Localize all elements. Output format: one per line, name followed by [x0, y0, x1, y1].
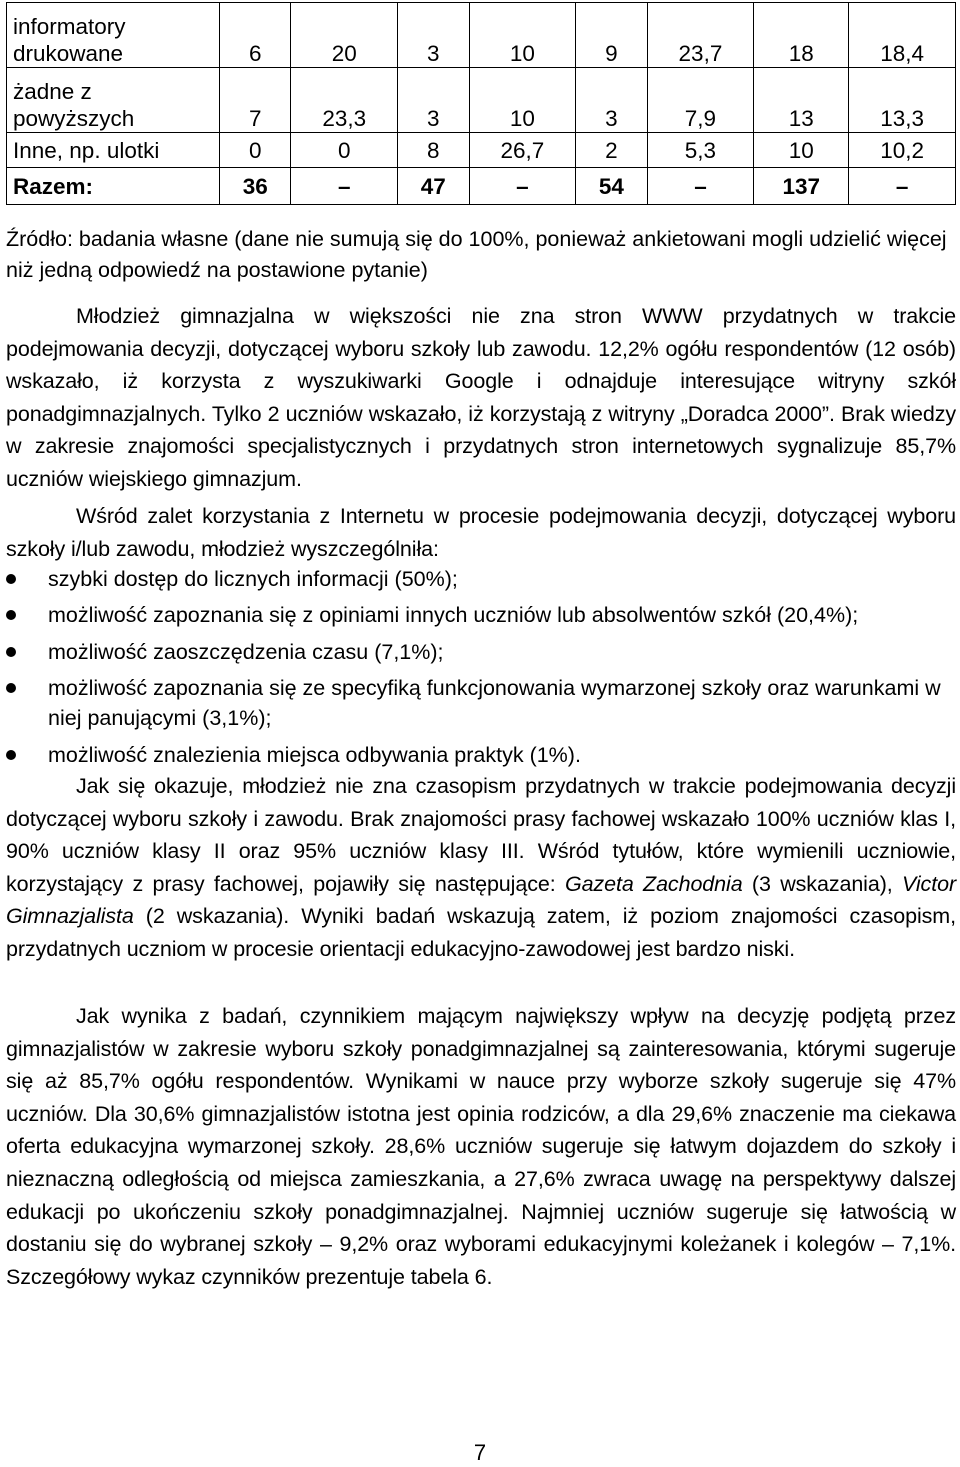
paragraph-factors: [6, 1000, 956, 1293]
total-cell: 47: [398, 168, 469, 205]
total-cell: 137: [754, 168, 849, 205]
table-cell: 20: [291, 3, 398, 68]
bullet-icon: [6, 683, 16, 693]
list-item-text: możliwość zapoznania się z opiniami innych uczniów lub absolwentów szkół (20,4%);: [48, 603, 859, 628]
row-label: Inne, np. ulotki: [7, 133, 220, 168]
table-row: [7, 133, 956, 168]
table-cell: 10: [469, 3, 576, 68]
row-label: informatory drukowane: [7, 3, 220, 68]
table-cell: 7: [220, 68, 291, 133]
list-item: [6, 673, 956, 733]
table-cell: 23,3: [291, 68, 398, 133]
source-note: Źródło: badania własne (dane nie sumują się do 100%, ponieważ ankietowani mogli udzielić więcej niż jedną odpowiedź na postawione pytanie): [6, 227, 947, 282]
paragraph-advantages: [6, 500, 956, 565]
table-cell: 0: [220, 133, 291, 168]
table-cell: 0: [291, 133, 398, 168]
paragraph-factors-text: Jak wynika z badań, czynnikiem mającym największy wpływ na decyzję podjętą przez gimnazjalistów w zakresie wyboru szkoły ponadgimnazjalnej są zainteresowania, którymi sugeruje się aż 85,7% ogółu respondentów. Wynikami w nauce przy wyborze szkoły sugeruje się 47% uczniów. Dla 30,6% gimnazjalistów istotna jest opinia rodziców, a dla 29,6% znaczenie ma ciekawa oferta edukacyjna wymarzonej szkoły. 28,6% uczniów sugeruje się łatwym dojazdem do szkoły i nieznaczną odległością od miejsca zamieszkania, a 27,6% zwraca uwagę na perspektywy dalszej edukacji po ukończeniu szkoły ponadgimnazjalnej. Najmniej uczniów sugeruje się łatwością w dostaniu się do wybranej szkoły – 9,2% oraz wyborami edukacyjnymi koleżanek i kolegów – 7,1%. Szczegółowy wykaz czynników prezentuje tabela 6.: [6, 1004, 956, 1289]
paragraph-www: [6, 300, 956, 496]
results-table: [6, 2, 956, 205]
table-cell: 9: [576, 3, 647, 68]
table-cell: 23,7: [647, 3, 754, 68]
text-span: (2 wskazania). Wyniki badań wskazują zatem, iż poziom znajomości czasopism, przydatnych uczniom w procesie orientacji edukacyjno-zawodowej jest bardzo niski.: [6, 904, 956, 961]
list-item-text: możliwość znalezienia miejsca odbywania praktyk (1%).: [48, 742, 581, 767]
table-row: [7, 3, 956, 68]
total-cell: –: [647, 168, 754, 205]
row-label: żadne z powyższych: [7, 68, 220, 133]
advantages-list: [6, 564, 956, 776]
table-cell: 3: [398, 3, 469, 68]
total-row: [7, 168, 956, 205]
paragraph-magazines: [6, 770, 956, 966]
total-cell: –: [469, 168, 576, 205]
table-cell: 5,3: [647, 133, 754, 168]
total-cell: 36: [220, 168, 291, 205]
table-cell: 18: [754, 3, 849, 68]
total-cell: 54: [576, 168, 647, 205]
list-item: [6, 740, 956, 770]
list-item-text: możliwość zaoszczędzenia czasu (7,1%);: [48, 639, 444, 664]
list-item-text: możliwość zapoznania się ze specyfiką funkcjonowania wymarzonej szkoły oraz warunkami w niej panującymi (3,1%);: [48, 676, 941, 731]
table-cell: 26,7: [469, 133, 576, 168]
table-cell: 13: [754, 68, 849, 133]
page-number: 7: [473, 1440, 487, 1465]
list-item: [6, 564, 956, 594]
table-row: [7, 68, 956, 133]
table-cell: 18,4: [849, 3, 956, 68]
list-item: [6, 600, 956, 630]
total-label: Razem:: [7, 168, 220, 205]
table-cell: 13,3: [849, 68, 956, 133]
bullet-icon: [6, 647, 16, 657]
table-cell: 8: [398, 133, 469, 168]
paragraph-advantages-text: Wśród zalet korzystania z Internetu w procesie podejmowania decyzji, dotyczącej wyboru szkoły i/lub zawodu, młodzież wyszczególniła:: [6, 504, 956, 561]
total-cell: –: [291, 168, 398, 205]
magazine-title: Victor Gimnazjalista: [6, 871, 957, 929]
text-span: Jak się okazuje, młodzież nie zna czasopism przydatnych w trakcie podejmowania decyzji dotyczącej wyboru szkoły i zawodu. Brak znajomości prasy fachowej wskazało 100% uczniów klas I, 90% uczniów klasy II oraz 95% uczniów klasy III. Wśród tytułów, które wymienili uczniowie, korzystający z prasy fachowej, pojawiły się następujące:: [6, 774, 956, 896]
table-cell: 3: [576, 68, 647, 133]
total-cell: –: [849, 168, 956, 205]
table-cell: 2: [576, 133, 647, 168]
paragraph-www-text: Młodzież gimnazjalna w większości nie zna stron WWW przydatnych w trakcie podejmowania decyzji, dotyczącej wyboru szkoły lub zawodu. 12,2% ogółu respondentów (12 osób) wskazało, iż korzysta z wyszukiwarki Google i odnajduje interesujące witryny szkół ponadgimnazjalnych. Tylko 2 uczniów wskazało, iż korzystają z witryny „Doradca 2000”. Brak wiedzy w zakresie znajomości specjalistycznych i przydatnych stron internetowych sygnalizuje 85,7% uczniów wiejskiego gimnazjum.: [6, 304, 956, 491]
list-item-text: szybki dostęp do licznych informacji (50%);: [48, 567, 458, 591]
table-cell: 3: [398, 68, 469, 133]
bullet-icon: [6, 610, 16, 620]
magazine-title: Gazeta Zachodnia: [564, 871, 743, 896]
bullet-icon: [6, 750, 16, 760]
table-cell: 10: [469, 68, 576, 133]
bullet-icon: [6, 574, 16, 584]
paragraph-magazines-text: [6, 770, 956, 966]
text-span: (3 wskazania),: [742, 871, 903, 896]
table-cell: 6: [220, 3, 291, 68]
table-cell: 10,2: [849, 133, 956, 168]
list-item: [6, 637, 956, 667]
table-cell: 7,9: [647, 68, 754, 133]
table-cell: 10: [754, 133, 849, 168]
